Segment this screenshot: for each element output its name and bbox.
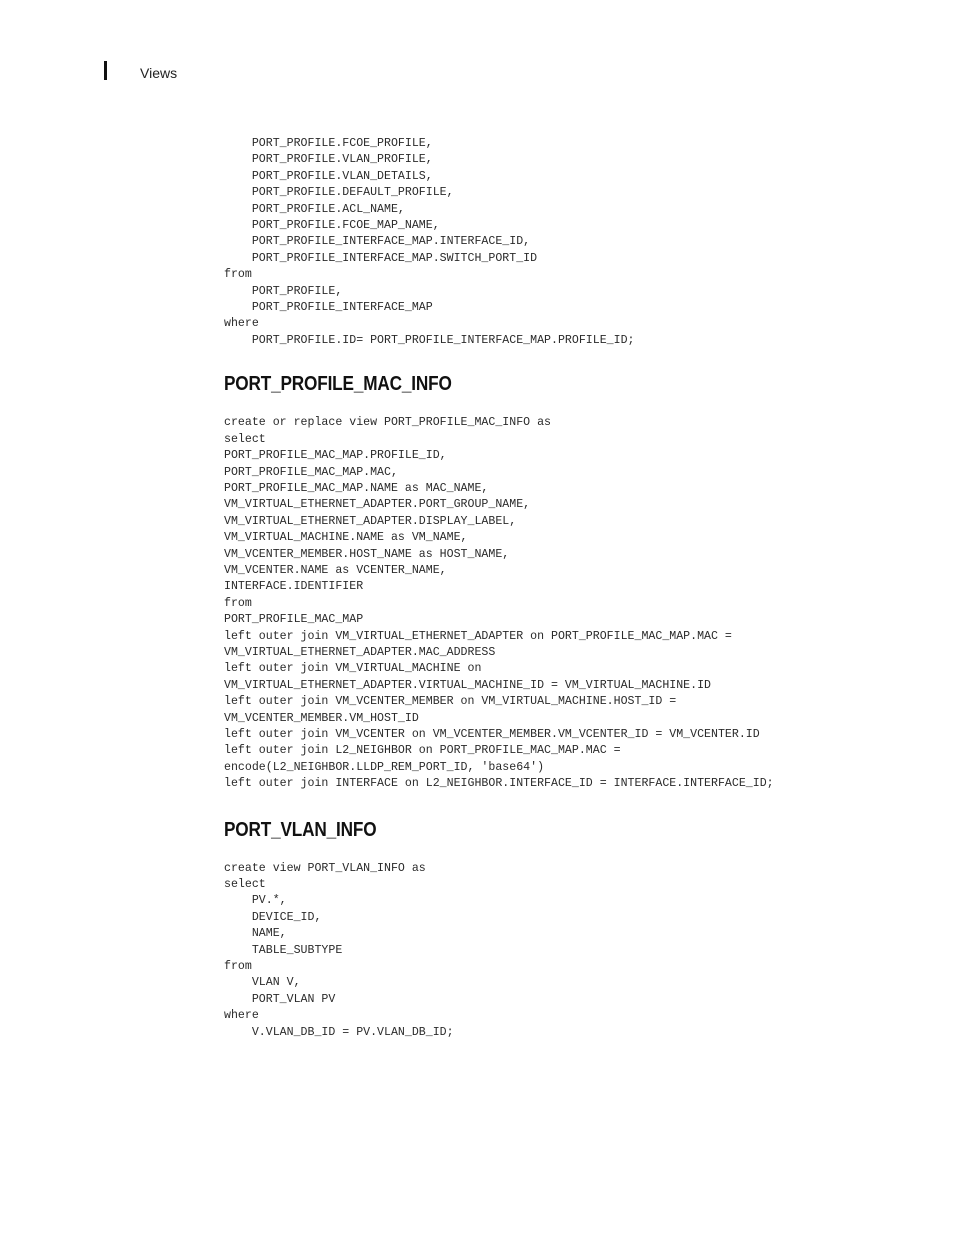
section-title-port-vlan-info: PORT_VLAN_INFO xyxy=(224,818,377,841)
code-block-port-profile-mac-info: create or replace view PORT_PROFILE_MAC_INFO as select PORT_PROFILE_MAC_MAP.PROFILE_ID, PORT_PROFILE_MAC_MAP.MAC, PORT_PROFILE_MAC_MAP.NAME as MAC_NAME, VM_VIRTUAL_ETHERNET_ADAPTER.PORT_GROUP_NAME, VM_VIRTUAL_ETHERNET_ADAPTER.DISPLAY_LABEL, VM_VIRTUAL_MACHINE.NAME as VM_NAME, VM_VCENTER_MEMBER.HOST_NAME as HOST_NAME, VM_VCENTER.NAME as VCENTER_NAME, INTERFACE.IDENTIFIER from PORT_PROFILE_MAC_MAP left outer join VM_VIRTUAL_ETHERNET_ADAPTER on PORT_PROFILE_MAC_MAP.MAC = VM_VIRTUAL_ETHERNET_ADAPTER.MAC_ADDRESS left outer join VM_VIRTUAL_MACHINE on VM_VIRTUAL_ETHERNET_ADAPTER.VIRTUAL_MACHINE_ID = VM_VIRTUAL_MACHINE.ID left outer join VM_VCENTER_MEMBER on VM_VIRTUAL_MACHINE.HOST_ID = VM_VCENTER_MEMBER.VM_HOST_ID left outer join VM_VCENTER on VM_VCENTER_MEMBER.VM_VCENTER_ID = VM_VCENTER.ID left outer join L2_NEIGHBOR on PORT_PROFILE_MAC_MAP.MAC = encode(L2_NEIGHBOR.LLDP_REM_PORT_ID, 'base64') left outer join INTERFACE on L2_NEIGHBOR.INTERFACE_ID = INTERFACE.INTERFACE_ID; xyxy=(224,416,774,791)
code-block-port-vlan-info: create view PORT_VLAN_INFO as select PV.*, DEVICE_ID, NAME, TABLE_SUBTYPE from VLAN V, PORT_VLAN PV where V.VLAN_DB_ID = PV.VLAN_DB_ID; xyxy=(224,861,454,1039)
running-header: Views xyxy=(140,65,178,81)
header-rule xyxy=(104,61,107,80)
code-block-port-profile: PORT_PROFILE.FCOE_PROFILE, PORT_PROFILE.VLAN_PROFILE, PORT_PROFILE.VLAN_DETAILS, PORT_PROFILE.DEFAULT_PROFILE, PORT_PROFILE.ACL_NAME, PORT_PROFILE.FCOE_MAP_NAME, PORT_PROFILE_INTERFACE_MAP.INTERFACE_ID, PORT_PROFILE_INTERFACE_MAP.SWITCH_PORT_ID from PORT_PROFILE, PORT_PROFILE_INTERFACE_MAP where PORT_PROFILE.ID= PORT_PROFILE_INTERFACE_MAP.PROFILE_ID; xyxy=(224,137,635,347)
section-title-port-profile-mac-info: PORT_PROFILE_MAC_INFO xyxy=(224,373,452,396)
page-content xyxy=(224,136,924,1041)
